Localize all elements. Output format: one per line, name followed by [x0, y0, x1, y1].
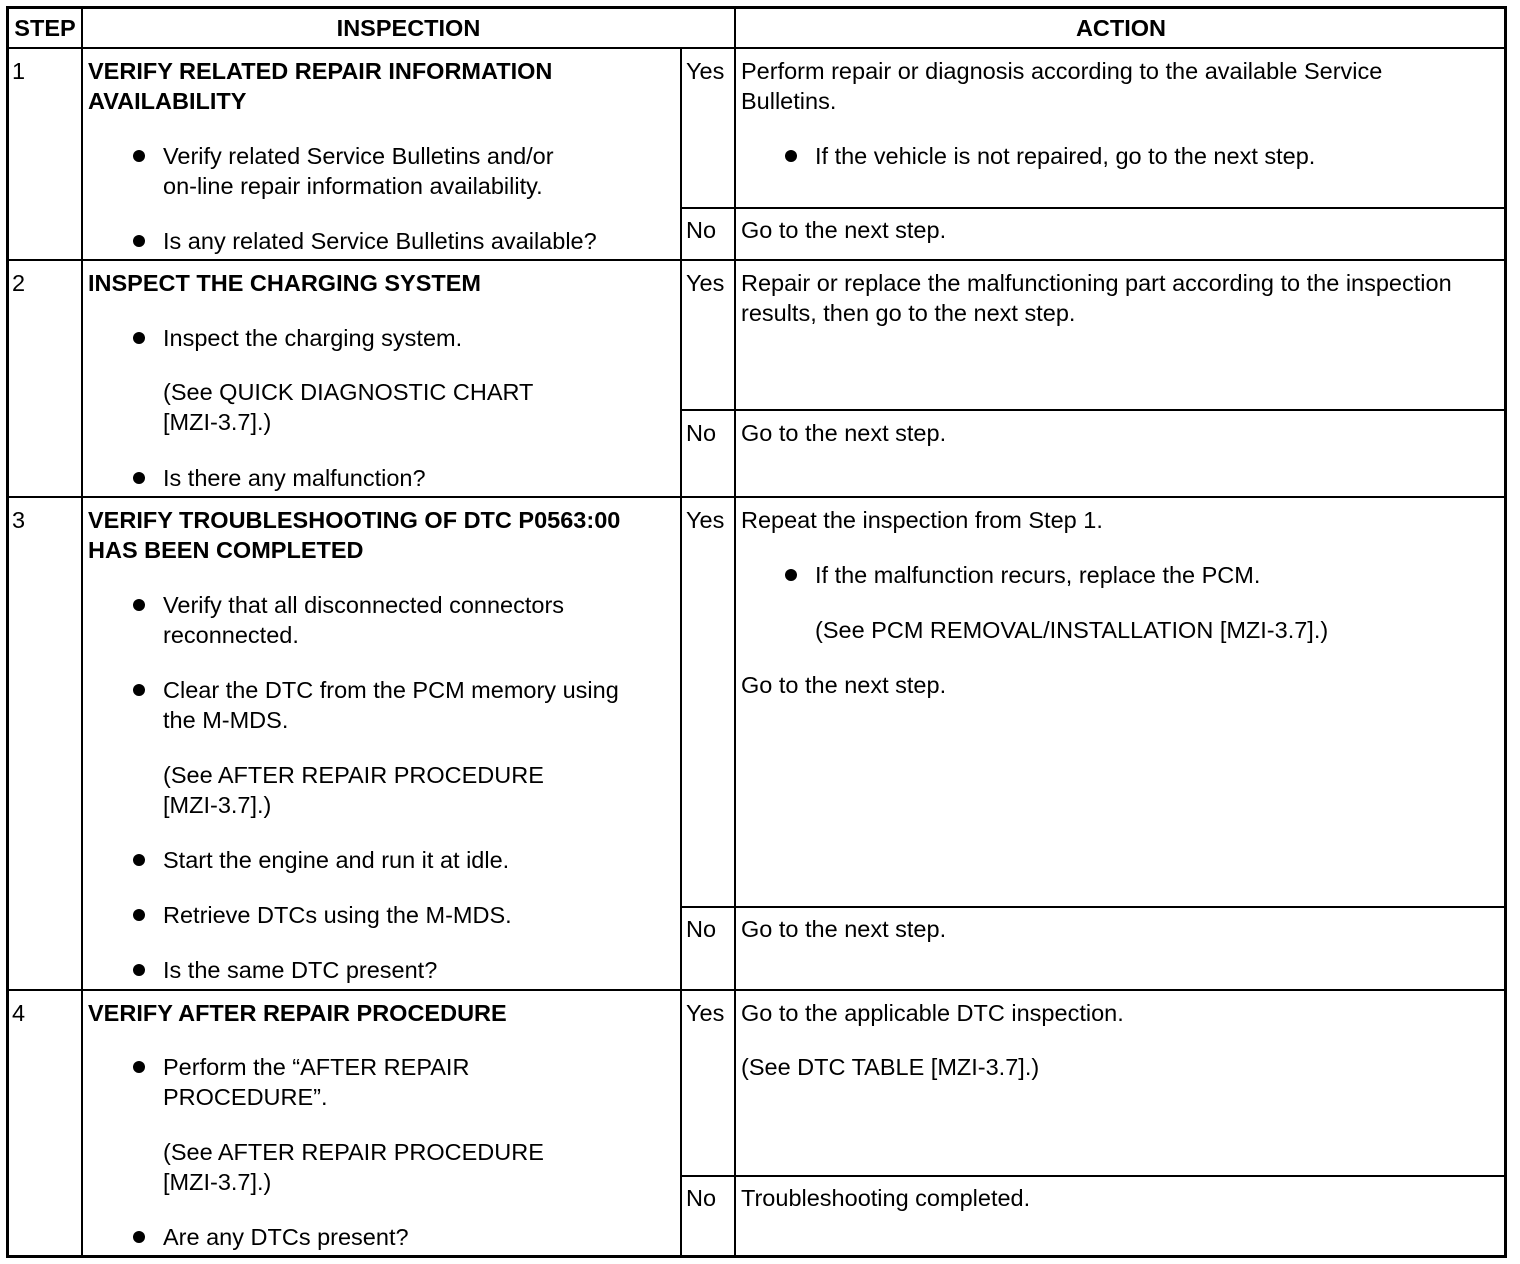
action-text: Troubleshooting completed.	[741, 1185, 1031, 1211]
bullet-icon	[133, 472, 145, 484]
bullet-icon	[133, 599, 145, 611]
action-text: Go to the next step.	[741, 217, 947, 243]
divider-row3	[8, 989, 1505, 991]
action-text: Go to the next step.	[741, 916, 947, 942]
inspection-item: Clear the DTC from the PCM memory using	[163, 677, 619, 703]
step-title: VERIFY RELATED REPAIR INFORMATION	[88, 58, 553, 84]
step-number: 2	[12, 270, 26, 296]
action-text: Bulletins.	[741, 88, 837, 114]
bullet-icon	[133, 1231, 145, 1243]
step-number: 3	[12, 507, 26, 533]
step-title: VERIFY AFTER REPAIR PROCEDURE	[88, 1000, 507, 1026]
inspection-item: the M-MDS.	[163, 707, 289, 733]
reference-text: (See DTC TABLE [MZI-3.7].)	[741, 1054, 1040, 1080]
divider-yesno-2	[680, 409, 1505, 411]
yes-label: Yes	[686, 270, 725, 296]
inspection-item: Retrieve DTCs using the M-MDS.	[163, 902, 512, 928]
inspection-question: Is there any malfunction?	[163, 465, 426, 491]
reference-text: [MZI-3.7].)	[163, 409, 272, 435]
action-text: Go to the next step.	[741, 672, 947, 698]
divider-action-col	[734, 8, 736, 1256]
divider-yesno-4	[680, 1175, 1505, 1177]
divider-header	[8, 47, 1505, 49]
header-step: STEP	[14, 15, 76, 41]
step-title: INSPECT THE CHARGING SYSTEM	[88, 270, 482, 296]
action-text: Go to the next step.	[741, 420, 947, 446]
action-text: Perform repair or diagnosis according to the available Service	[741, 58, 1383, 84]
bullet-icon	[133, 150, 145, 162]
step-title: VERIFY TROUBLESHOOTING OF DTC P0563:00	[88, 507, 621, 533]
inspection-item: PROCEDURE”.	[163, 1084, 328, 1110]
divider-step-col	[81, 8, 83, 1256]
divider-yesno-col	[680, 48, 682, 1256]
bullet-icon	[133, 1061, 145, 1073]
yes-label: Yes	[686, 507, 725, 533]
inspection-question: Is any related Service Bulletins available?	[163, 228, 597, 254]
inspection-question: Is the same DTC present?	[163, 957, 438, 983]
step-title: AVAILABILITY	[88, 88, 247, 114]
inspection-item: Inspect the charging system.	[163, 325, 463, 351]
divider-row2	[8, 496, 1505, 498]
action-item: If the vehicle is not repaired, go to the next step.	[815, 143, 1316, 169]
action-text: Repair or replace the malfunctioning part according to the inspection	[741, 270, 1452, 296]
inspection-question: Are any DTCs present?	[163, 1224, 409, 1250]
divider-yesno-3	[680, 906, 1505, 908]
bullet-icon	[133, 964, 145, 976]
header-action: ACTION	[1075, 15, 1167, 41]
inspection-item: Perform the “AFTER REPAIR	[163, 1054, 470, 1080]
reference-text: [MZI-3.7].)	[163, 792, 272, 818]
no-label: No	[686, 916, 717, 942]
bullet-icon	[785, 569, 797, 581]
header-inspection: INSPECTION	[336, 15, 481, 41]
bullet-icon	[785, 150, 797, 162]
bullet-icon	[133, 854, 145, 866]
no-label: No	[686, 1185, 717, 1211]
bullet-icon	[133, 235, 145, 247]
divider-yesno-1	[680, 207, 1505, 209]
bullet-icon	[133, 684, 145, 696]
bullet-icon	[133, 332, 145, 344]
step-number: 1	[12, 58, 26, 84]
step-title: HAS BEEN COMPLETED	[88, 537, 364, 563]
action-text: results, then go to the next step.	[741, 300, 1076, 326]
no-label: No	[686, 420, 717, 446]
divider-row1	[8, 259, 1505, 261]
reference-text: [MZI-3.7].)	[163, 1169, 272, 1195]
inspection-item: Verify that all disconnected connectors	[163, 592, 565, 618]
inspection-item: Start the engine and run it at idle.	[163, 847, 510, 873]
reference-text: (See AFTER REPAIR PROCEDURE	[163, 1139, 544, 1165]
inspection-item: reconnected.	[163, 622, 299, 648]
inspection-item: Verify related Service Bulletins and/or	[163, 143, 554, 169]
action-item: If the malfunction recurs, replace the PCM.	[815, 562, 1261, 588]
inspection-item: on-line repair information availability.	[163, 173, 543, 199]
action-text: Repeat the inspection from Step 1.	[741, 507, 1103, 533]
reference-text: (See PCM REMOVAL/INSTALLATION [MZI-3.7].)	[815, 617, 1329, 643]
bullet-icon	[133, 909, 145, 921]
step-number: 4	[12, 1000, 26, 1026]
reference-text: (See AFTER REPAIR PROCEDURE	[163, 762, 544, 788]
no-label: No	[686, 217, 717, 243]
action-text: Go to the applicable DTC inspection.	[741, 1000, 1124, 1026]
yes-label: Yes	[686, 58, 725, 84]
yes-label: Yes	[686, 1000, 725, 1026]
reference-text: (See QUICK DIAGNOSTIC CHART	[163, 379, 534, 405]
